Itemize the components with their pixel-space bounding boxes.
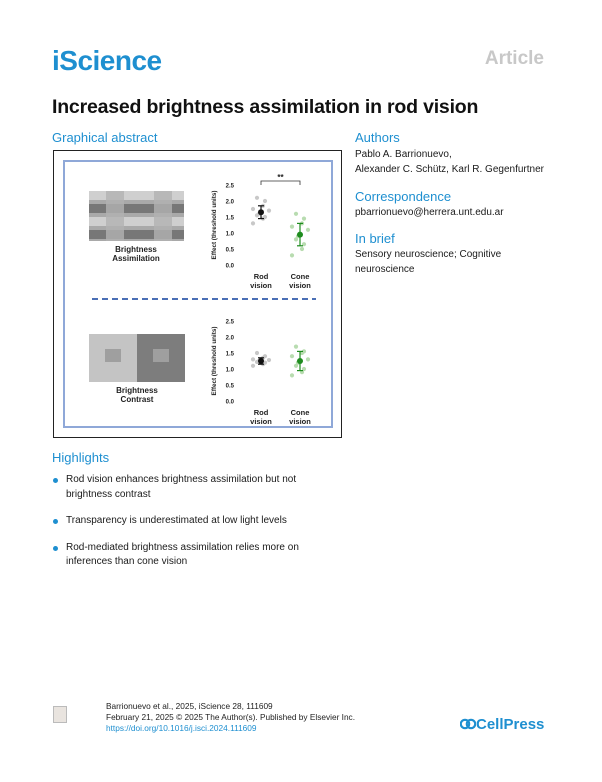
contrast-stimulus: [89, 334, 185, 382]
correspondence-email[interactable]: pbarrionuevo@herrera.unt.edu.ar: [355, 207, 504, 218]
mean-point: [258, 209, 264, 215]
y-tick-label: 2.0: [225, 199, 234, 206]
category-label-rod-2: vision: [250, 417, 272, 426]
cellpress-name: CellPress: [476, 716, 545, 733]
data-point: [251, 357, 255, 361]
assimilation-stimulus: [89, 191, 184, 241]
data-point: [306, 357, 310, 361]
footer-date-rights: February 21, 2025 © 2025 The Author(s). Published by Elsevier Inc.: [106, 712, 356, 722]
graphical-abstract-heading: Graphical abstract: [52, 130, 158, 145]
assimilation-label-1: Brightness: [115, 245, 157, 254]
y-tick-label: 1.5: [225, 215, 234, 222]
significance-marker: **: [277, 173, 284, 182]
test-patch-left: [106, 191, 124, 241]
assimilation-label-2: Assimilation: [112, 254, 160, 263]
correspondence-heading: Correspondence: [355, 189, 452, 204]
data-point: [290, 253, 294, 257]
y-tick-label: 2.0: [225, 335, 234, 342]
highlight-3-line-2: inferences than cone vision: [66, 556, 188, 567]
category-label-cone-2: vision: [289, 281, 311, 290]
highlights-section: [52, 450, 332, 579]
cellpress-logo: [460, 716, 544, 733]
in-brief-line-2: neuroscience: [355, 263, 415, 275]
category-label-rod-2: vision: [250, 281, 272, 290]
highlights-heading: Highlights: [52, 450, 110, 465]
y-tick-label: 0.5: [225, 247, 234, 254]
test-patch-right: [154, 191, 172, 241]
highlight-3-line-1: Rod-mediated brightness assimilation relies more on: [66, 541, 299, 553]
y-axis-label: Effect (threshold units): [211, 190, 218, 260]
article-type-label: Article: [484, 48, 544, 69]
authors-list: [355, 148, 544, 177]
data-point: [263, 199, 267, 203]
graphical-abstract-frame: [53, 150, 342, 438]
y-tick-label: 1.0: [225, 231, 234, 238]
y-tick-label: 2.5: [225, 319, 234, 326]
y-axis-label: Effect (threshold units): [211, 326, 218, 396]
highlight-item: [52, 514, 332, 529]
in-brief-heading: In brief: [355, 231, 395, 246]
data-point: [294, 212, 298, 216]
contrast-chart: [211, 320, 311, 427]
contrast-patch-left: [105, 349, 121, 362]
in-brief-text: [355, 248, 501, 277]
data-point: [294, 345, 298, 349]
y-tick-label: 0.0: [225, 263, 234, 270]
y-tick-label: 0.5: [225, 383, 234, 390]
data-point: [251, 207, 255, 211]
highlights-list: [52, 473, 332, 570]
category-label-rod: Rod: [253, 272, 269, 281]
footer-citation-block: [106, 701, 355, 734]
data-point: [306, 228, 310, 232]
mean-point: [297, 358, 303, 364]
authors-heading: Authors: [355, 130, 400, 145]
contrast-patch-right: [153, 349, 169, 362]
data-point: [255, 196, 259, 200]
footer-doi-link[interactable]: https://doi.org/10.1016/j.isci.2024.111609: [106, 723, 257, 733]
graphical-abstract-figure: [54, 151, 341, 437]
data-point: [302, 217, 306, 221]
data-point: [290, 354, 294, 358]
in-brief-line-1: Sensory neuroscience; Cognitive: [355, 249, 502, 260]
data-point: [290, 225, 294, 229]
assimilation-chart: [211, 173, 311, 290]
data-point: [290, 373, 294, 377]
highlight-1-line-2: brightness contrast: [66, 488, 151, 500]
contrast-label-2: Contrast: [120, 395, 154, 404]
paper-title: Increased brightness assimilation in rod vision: [52, 96, 479, 118]
y-tick-label: 1.0: [225, 367, 234, 374]
journal-logo: iScience: [52, 45, 162, 76]
data-point: [251, 364, 255, 368]
highlight-1-line-1: Rod vision enhances brightness assimilation but not: [66, 474, 297, 485]
y-tick-label: 0.0: [225, 399, 234, 406]
mean-point: [258, 358, 264, 364]
data-point: [251, 221, 255, 225]
data-point: [267, 209, 271, 213]
cellpress-icon: [460, 717, 476, 731]
contrast-label-1: Brightness: [116, 386, 158, 395]
highlight-item: [52, 541, 332, 570]
category-label-cone: Cone: [290, 272, 310, 281]
category-label-cone: Cone: [290, 408, 310, 417]
category-label-rod: Rod: [253, 408, 269, 417]
mean-point: [297, 232, 303, 238]
footer-citation: Barrionuevo et al., 2025, iScience 28, 111609: [106, 701, 273, 711]
data-point: [300, 247, 304, 251]
authors-line-1: Pablo A. Barrionuevo,: [355, 149, 452, 160]
y-tick-label: 2.5: [225, 183, 234, 190]
data-point: [255, 351, 259, 355]
highlight-2-line-1: Transparency is underestimated at low light levels: [66, 515, 287, 526]
authors-line-2: Alexander C. Schütz, Karl R. Gegenfurtner: [355, 163, 544, 175]
journal-cover-thumbnail: [53, 706, 67, 723]
category-label-cone-2: vision: [289, 417, 311, 426]
y-tick-label: 1.5: [225, 351, 234, 358]
highlight-item: [52, 473, 332, 502]
data-point: [267, 358, 271, 362]
